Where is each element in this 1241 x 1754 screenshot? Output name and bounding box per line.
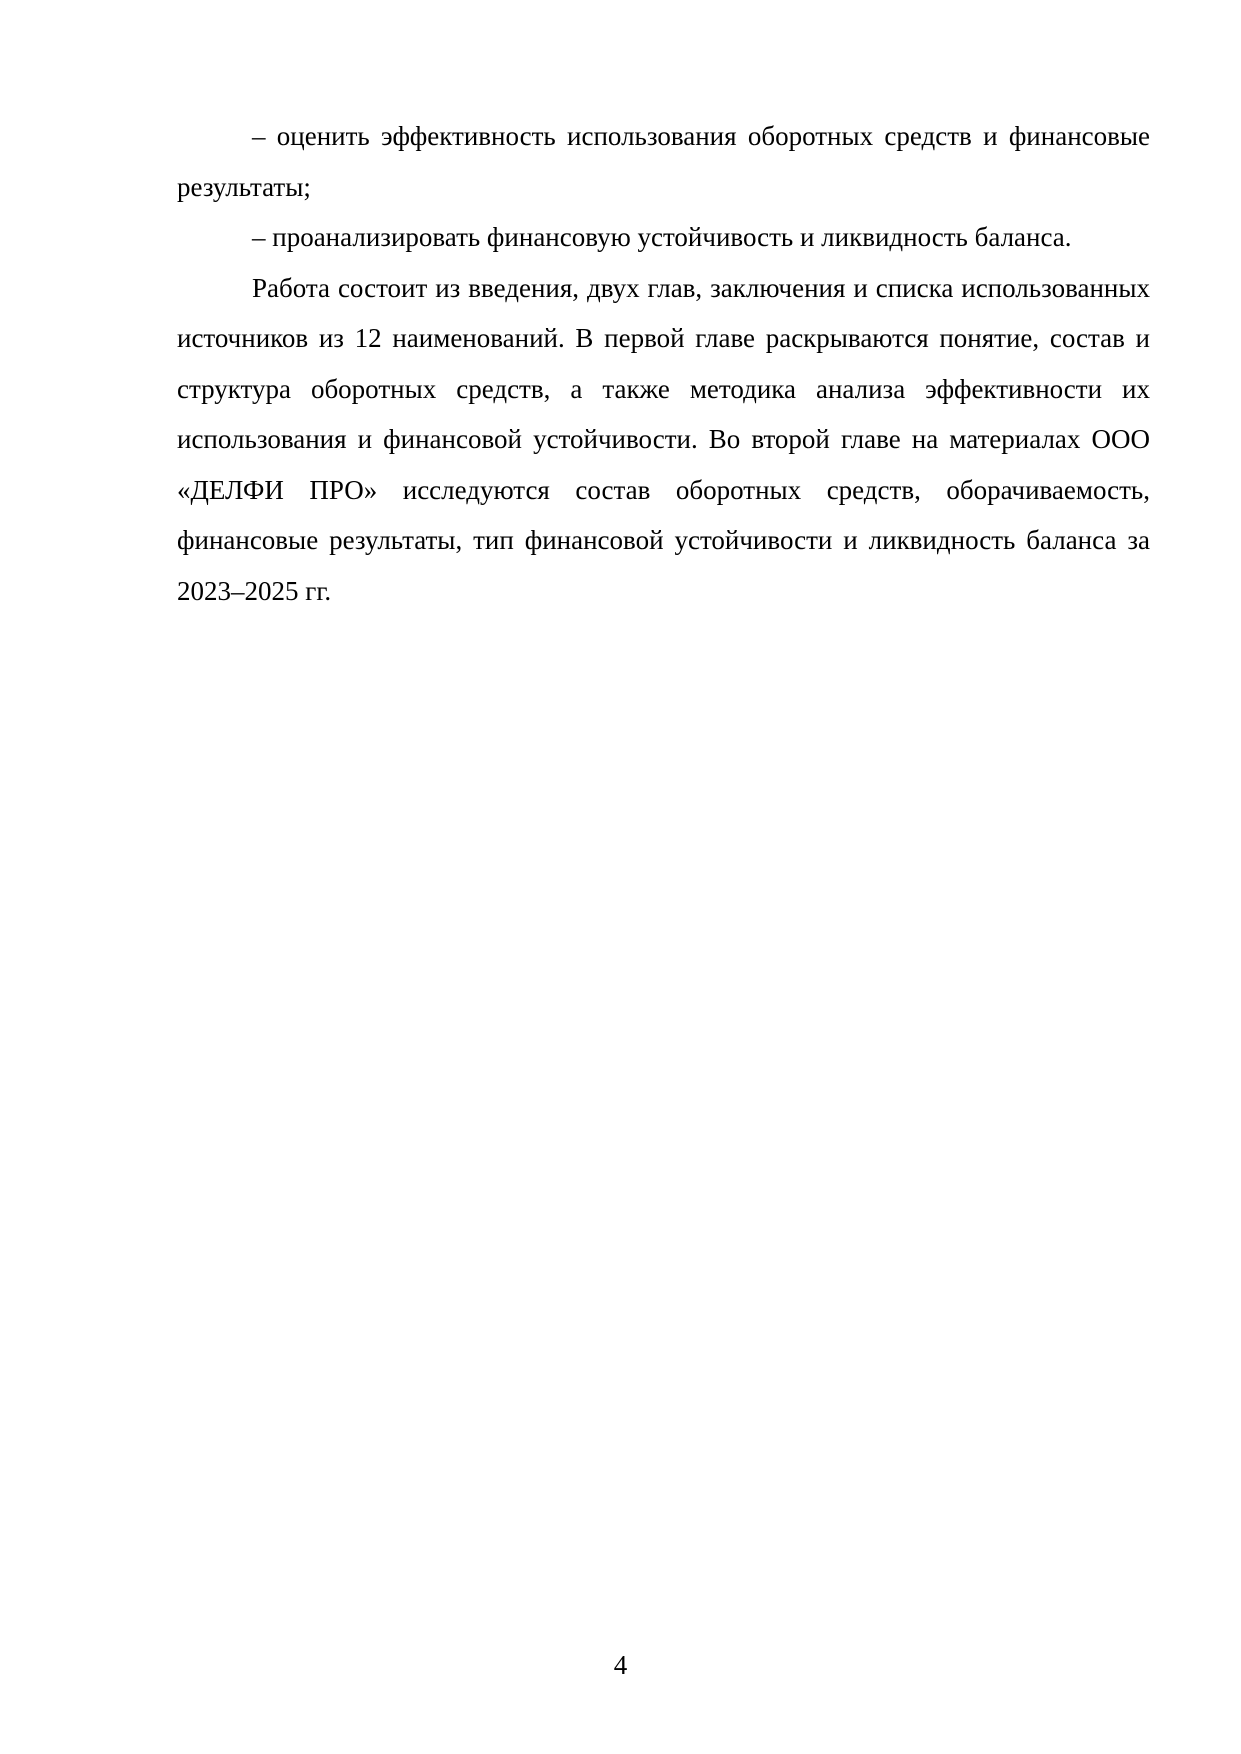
task-item-evaluate: – оценить эффективность использования оборотных средств и финансовые результаты; [177,121,1150,202]
structure-paragraph: Работа состоит из введения, двух глав, заключения и списка использованных источников из 12 наименований. В первой главе раскрываются понятие, состав и структура оборотных средств, а также методика анализа эффективности их использования и финансовой устойчивости. Во второй главе на материалах ООО «ДЕЛФИ ПРО» исследуются состав оборотных средств, оборачиваемость, финансовые результаты, тип финансовой устойчивости и ликвидность баланса за 2023–2025 гг. [177,272,1150,606]
body-text [177,111,1150,616]
page-number: 4 [613,1650,628,1680]
task-item-analyze: – проанализировать финансовую устойчивость и ликвидность баланса. [252,222,1072,252]
